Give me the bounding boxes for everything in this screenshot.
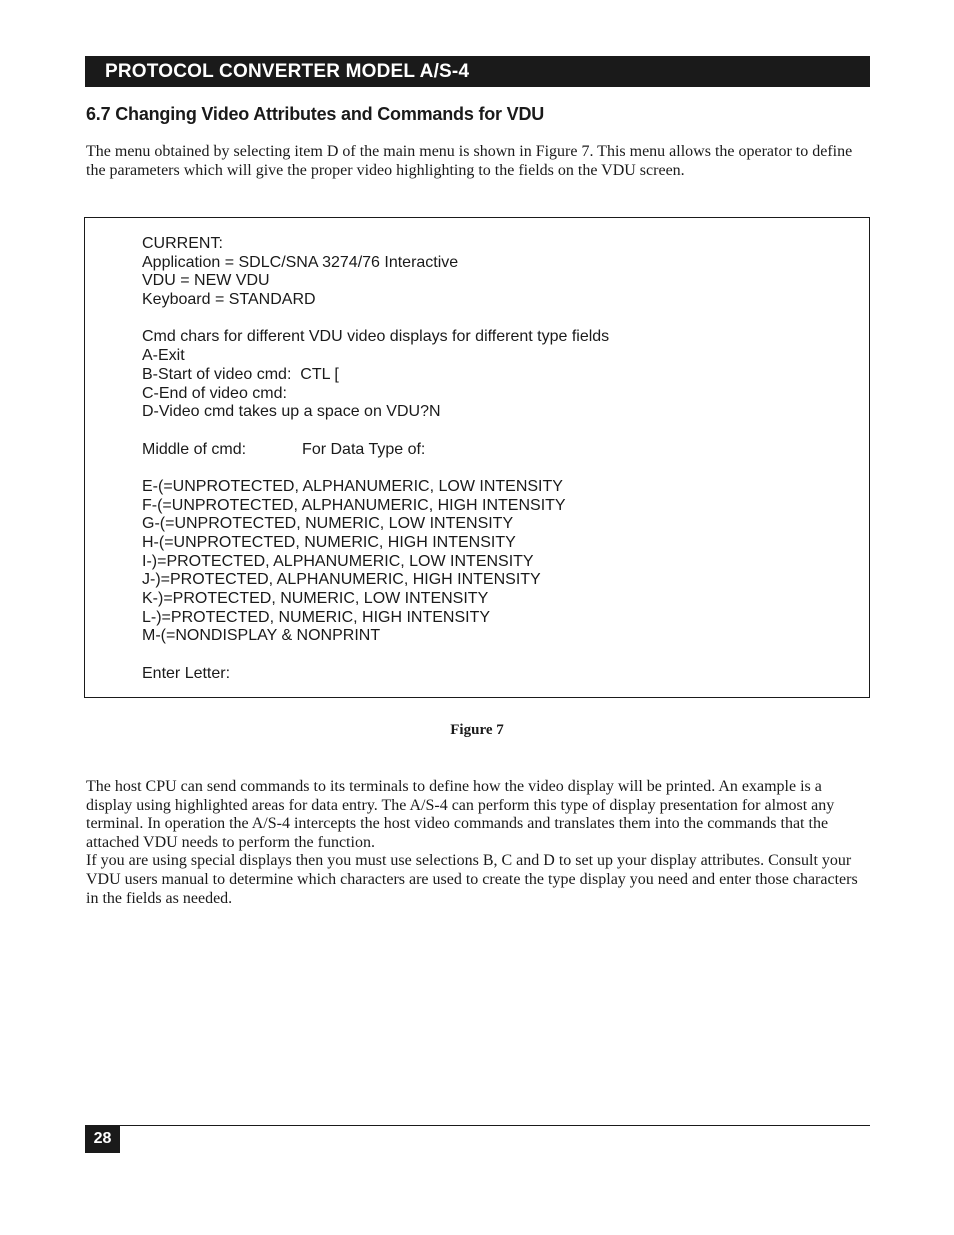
figure-7-box xyxy=(84,217,870,698)
menu-option-c: C-End of video cmd: xyxy=(142,384,287,402)
type-option-f: F-(=UNPROTECTED, ALPHANUMERIC, HIGH INTENSITY xyxy=(142,496,566,514)
terminal-menu-screen xyxy=(142,235,609,684)
menu-option-b: B-Start of video cmd: CTL [ xyxy=(142,365,339,383)
middle-of-cmd-label: Middle of cmd: xyxy=(142,440,247,458)
header-title: PROTOCOL CONVERTER MODEL A/S-4 xyxy=(105,61,470,82)
type-option-j: J-)=PROTECTED, ALPHANUMERIC, HIGH INTENSITY xyxy=(142,571,541,589)
data-type-label: For Data Type of: xyxy=(302,440,426,458)
type-option-l: L-)=PROTECTED, NUMERIC, HIGH INTENSITY xyxy=(142,608,491,626)
spacer xyxy=(142,646,609,665)
spacer xyxy=(142,459,609,478)
page-number: 28 xyxy=(85,1125,120,1153)
body-text xyxy=(86,778,870,908)
footer-rule xyxy=(85,1125,870,1126)
current-label: CURRENT: xyxy=(142,235,223,252)
intro-text: The menu obtained by selecting item D of the main menu is shown in Figure 7. This menu allows the operator to define the parameters which will give the proper video highlighting to the fields on the VDU screen. xyxy=(86,143,853,179)
column-headings xyxy=(142,441,609,460)
vdu-line: VDU = NEW VDU xyxy=(142,272,270,290)
intro-paragraph xyxy=(86,143,870,180)
type-option-h: H-(=UNPROTECTED, NUMERIC, HIGH INTENSITY xyxy=(142,534,516,551)
type-option-m: M-(=NONDISPLAY & NONPRINT xyxy=(142,627,381,645)
type-option-i: I-)=PROTECTED, ALPHANUMERIC, LOW INTENSITY xyxy=(142,552,534,570)
application-line: Application = SDLC/SNA 3274/76 Interactive xyxy=(142,253,459,271)
figure-caption: Figure 7 xyxy=(450,722,504,738)
type-option-k: K-)=PROTECTED, NUMERIC, LOW INTENSITY xyxy=(142,590,489,608)
section-title: 6.7 Changing Video Attributes and Commands for VDU xyxy=(86,104,545,124)
spacer xyxy=(142,310,609,329)
body-paragraph-2: If you are using special displays then you must use selections B, C and D to set up your display attributes. Consult your VDU users manual to determine which characters are used to create the type display you need and enter those characters in the fields as needed. xyxy=(86,852,858,907)
menu-option-d: D-Video cmd takes up a space on VDU?N xyxy=(142,403,441,421)
type-option-e: E-(=UNPROTECTED, ALPHANUMERIC, LOW INTENSITY xyxy=(142,477,563,495)
body-paragraph-1: The host CPU can send commands to its terminals to define how the video display will be printed. An example is a display using highlighted areas for data entry. The A/S-4 can perform this type of display presentation for almost any terminal. In operation the A/S-4 intercepts the host video commands and translates them into the commands that the attached VDU needs to perform the function. xyxy=(86,778,835,851)
enter-letter-prompt: Enter Letter: xyxy=(142,664,231,682)
menu-option-a: A-Exit xyxy=(142,347,185,365)
spacer xyxy=(142,422,609,441)
page-header-bar xyxy=(85,56,870,87)
type-option-g: G-(=UNPROTECTED, NUMERIC, LOW INTENSITY xyxy=(142,515,514,533)
cmd-heading: Cmd chars for different VDU video displays for different type fields xyxy=(142,328,610,346)
keyboard-line: Keyboard = STANDARD xyxy=(142,291,316,309)
